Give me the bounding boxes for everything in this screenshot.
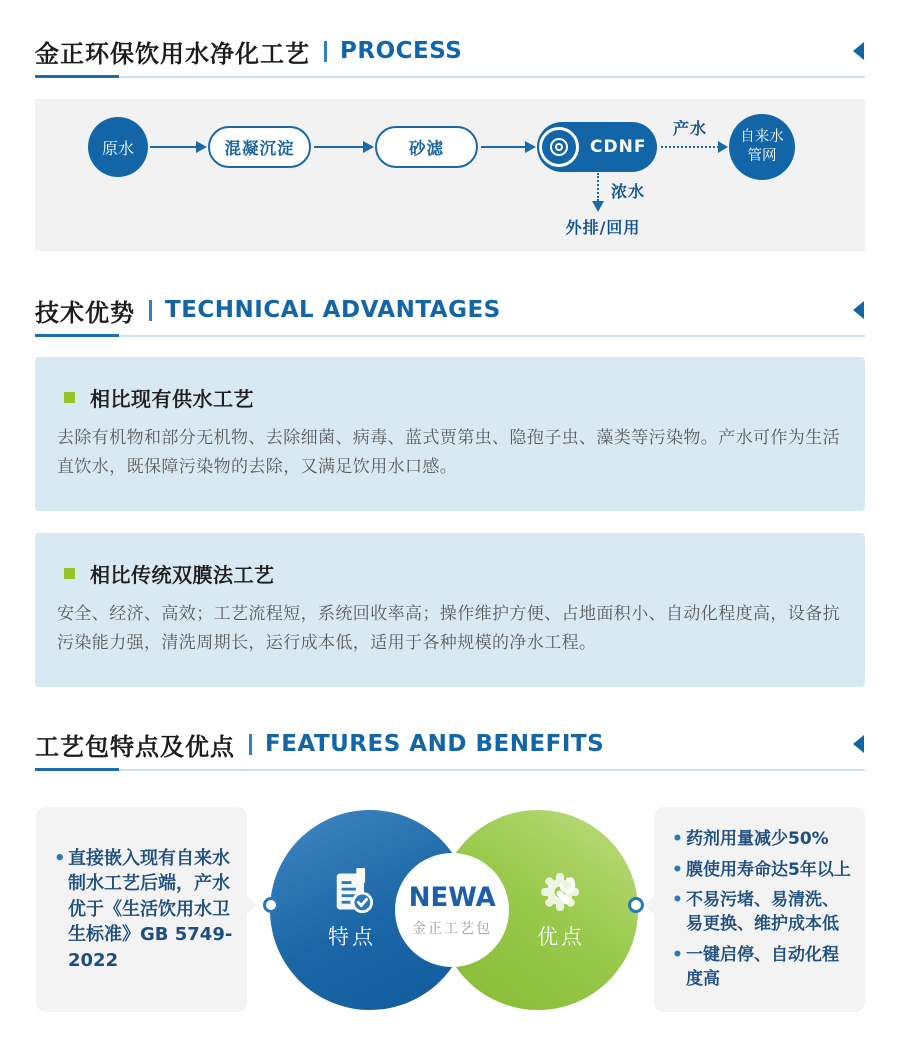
flow-arrow	[314, 146, 364, 148]
feature-bullet-item: • 直接嵌入现有自来水制水工艺后端，产水优于《生活饮用水卫生标准》GB 5749-2022	[54, 846, 233, 974]
flow-node-label: 砂滤	[409, 139, 444, 158]
cdnf-label: CDNF	[590, 137, 647, 157]
features-panel	[35, 807, 865, 1022]
flow-node-tap-network	[729, 114, 795, 180]
flow-node-cdnf	[537, 122, 657, 172]
section-underline	[35, 334, 865, 337]
section-title-en: FEATURES AND BENEFITS	[265, 731, 605, 758]
discharge-label: 外排/回用	[565, 218, 641, 237]
section-divider	[249, 734, 252, 755]
left-feature-card	[36, 807, 247, 1012]
flow-dotted-arrow-product	[661, 146, 719, 148]
benefit-bullet-item: • 不易污堵、易清洗、易更换、维护成本低	[672, 889, 851, 937]
venn-center-circle	[395, 853, 509, 967]
pointer-triangle-icon	[853, 301, 864, 319]
process-flow-panel	[35, 99, 865, 251]
section-title-zh: 金正环保饮用水净化工艺	[35, 39, 310, 68]
section-title-zh: 技术优势	[35, 298, 135, 327]
section-header-advantages	[35, 293, 865, 337]
pointer-triangle-icon	[853, 735, 864, 753]
advantage-card	[35, 533, 865, 687]
section-underline-accent	[35, 768, 119, 771]
section-underline	[35, 75, 865, 78]
section-title-en: TECHNICAL ADVANTAGES	[165, 297, 501, 323]
section-underline	[35, 768, 865, 771]
newa-logo: NEWA	[408, 882, 496, 914]
concentrate-label: 浓水	[611, 182, 646, 201]
flow-arrow	[481, 146, 526, 148]
product-water-label: 产水	[673, 119, 708, 138]
flow-node-label: 原水	[101, 138, 134, 158]
section-title-en: PROCESS	[340, 38, 463, 64]
section-title-zh: 工艺包特点及优点	[35, 732, 235, 761]
connector-dot-right	[628, 897, 644, 913]
flow-node-sand-filter	[375, 126, 478, 168]
gear-wrench-icon	[538, 869, 584, 915]
section-underline-accent	[35, 334, 119, 337]
flow-node-label: 管网	[747, 148, 777, 164]
benefit-bullet-item: • 药剂用量减少50%	[672, 828, 851, 852]
green-bullet-icon	[64, 392, 75, 403]
venn-label-text: 特点	[328, 925, 376, 950]
section-divider	[149, 300, 152, 321]
venn-label-text: 优点	[537, 925, 585, 950]
venn-label-benefits	[506, 869, 616, 951]
venn-label-features	[297, 867, 407, 951]
flow-node-coagulation	[208, 126, 311, 168]
benefit-bullet-item: • 一键启停、自动化程度高	[672, 944, 851, 992]
advantage-card	[35, 357, 865, 511]
benefit-bullet-item: • 膜使用寿命达5年以上	[672, 859, 851, 883]
right-benefit-card	[654, 807, 865, 1012]
advantage-heading: 相比传统双膜法工艺	[90, 563, 275, 588]
section-header-features	[35, 727, 865, 771]
checklist-icon	[329, 867, 375, 915]
newa-logo-subtitle: 金正工艺包	[412, 921, 492, 938]
flow-node-label: 自来水	[740, 129, 784, 146]
flow-arrow	[150, 146, 197, 148]
section-divider	[324, 41, 327, 62]
pointer-triangle-icon	[853, 42, 864, 60]
green-bullet-icon	[64, 568, 75, 579]
flow-node-label: 混凝沉淀	[224, 139, 295, 158]
page-root	[0, 34, 900, 1022]
membrane-icon	[539, 127, 579, 167]
section-header-process	[35, 34, 865, 78]
flow-node-raw-water	[88, 117, 148, 177]
advantage-body: 去除有机物和部分无机物、去除细菌、病毒、蓝式贾第虫、隐孢子虫、藻类等污染物。产水可作为生活直饮水，既保障污染物的去除，又满足饮用水口感。	[57, 428, 840, 477]
concentrate-dotted-arrow	[597, 173, 599, 201]
section-underline-accent	[35, 75, 119, 78]
advantage-body: 安全、经济、高效；工艺流程短，系统回收率高；操作维护方便、占地面积小、自动化程度高，设备抗污染能力强，清洗周期长，运行成本低，适用于各种规模的净水工程。	[57, 604, 840, 653]
advantage-heading: 相比现有供水工艺	[90, 387, 254, 411]
